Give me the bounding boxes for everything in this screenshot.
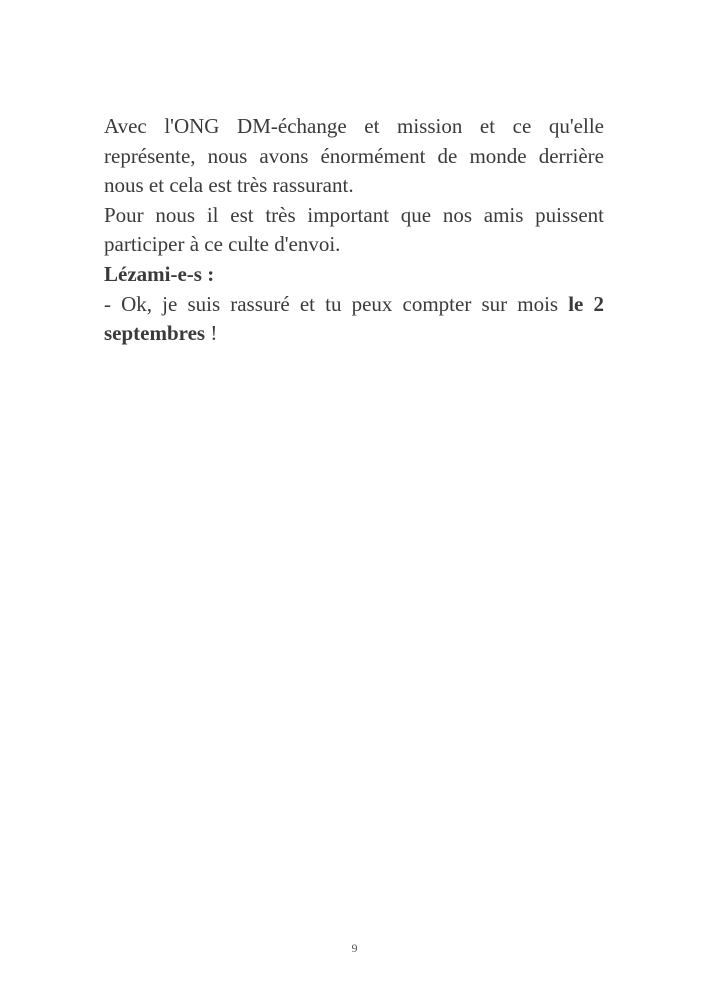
body-text [104,112,604,349]
speaker-label: Lézami-e-s : [104,261,215,286]
paragraph-friends: Pour nous il est très important que nos amis puissent participer à ce culte d'envoi. [104,202,604,257]
page-number: 9 [351,941,358,955]
reply-date: le 2 septembres [104,291,604,346]
reply-paragraph [104,290,604,349]
reply-text-start: - Ok, je suis rassuré et tu peux compter sur mois [104,291,569,316]
paragraph-ong: Avec l'ONG DM-échange et mission et ce qu'elle représente, nous avons énormément de monde derrière nous et cela est très rassurant. [104,114,604,198]
reply-text-end: ! [205,321,218,346]
